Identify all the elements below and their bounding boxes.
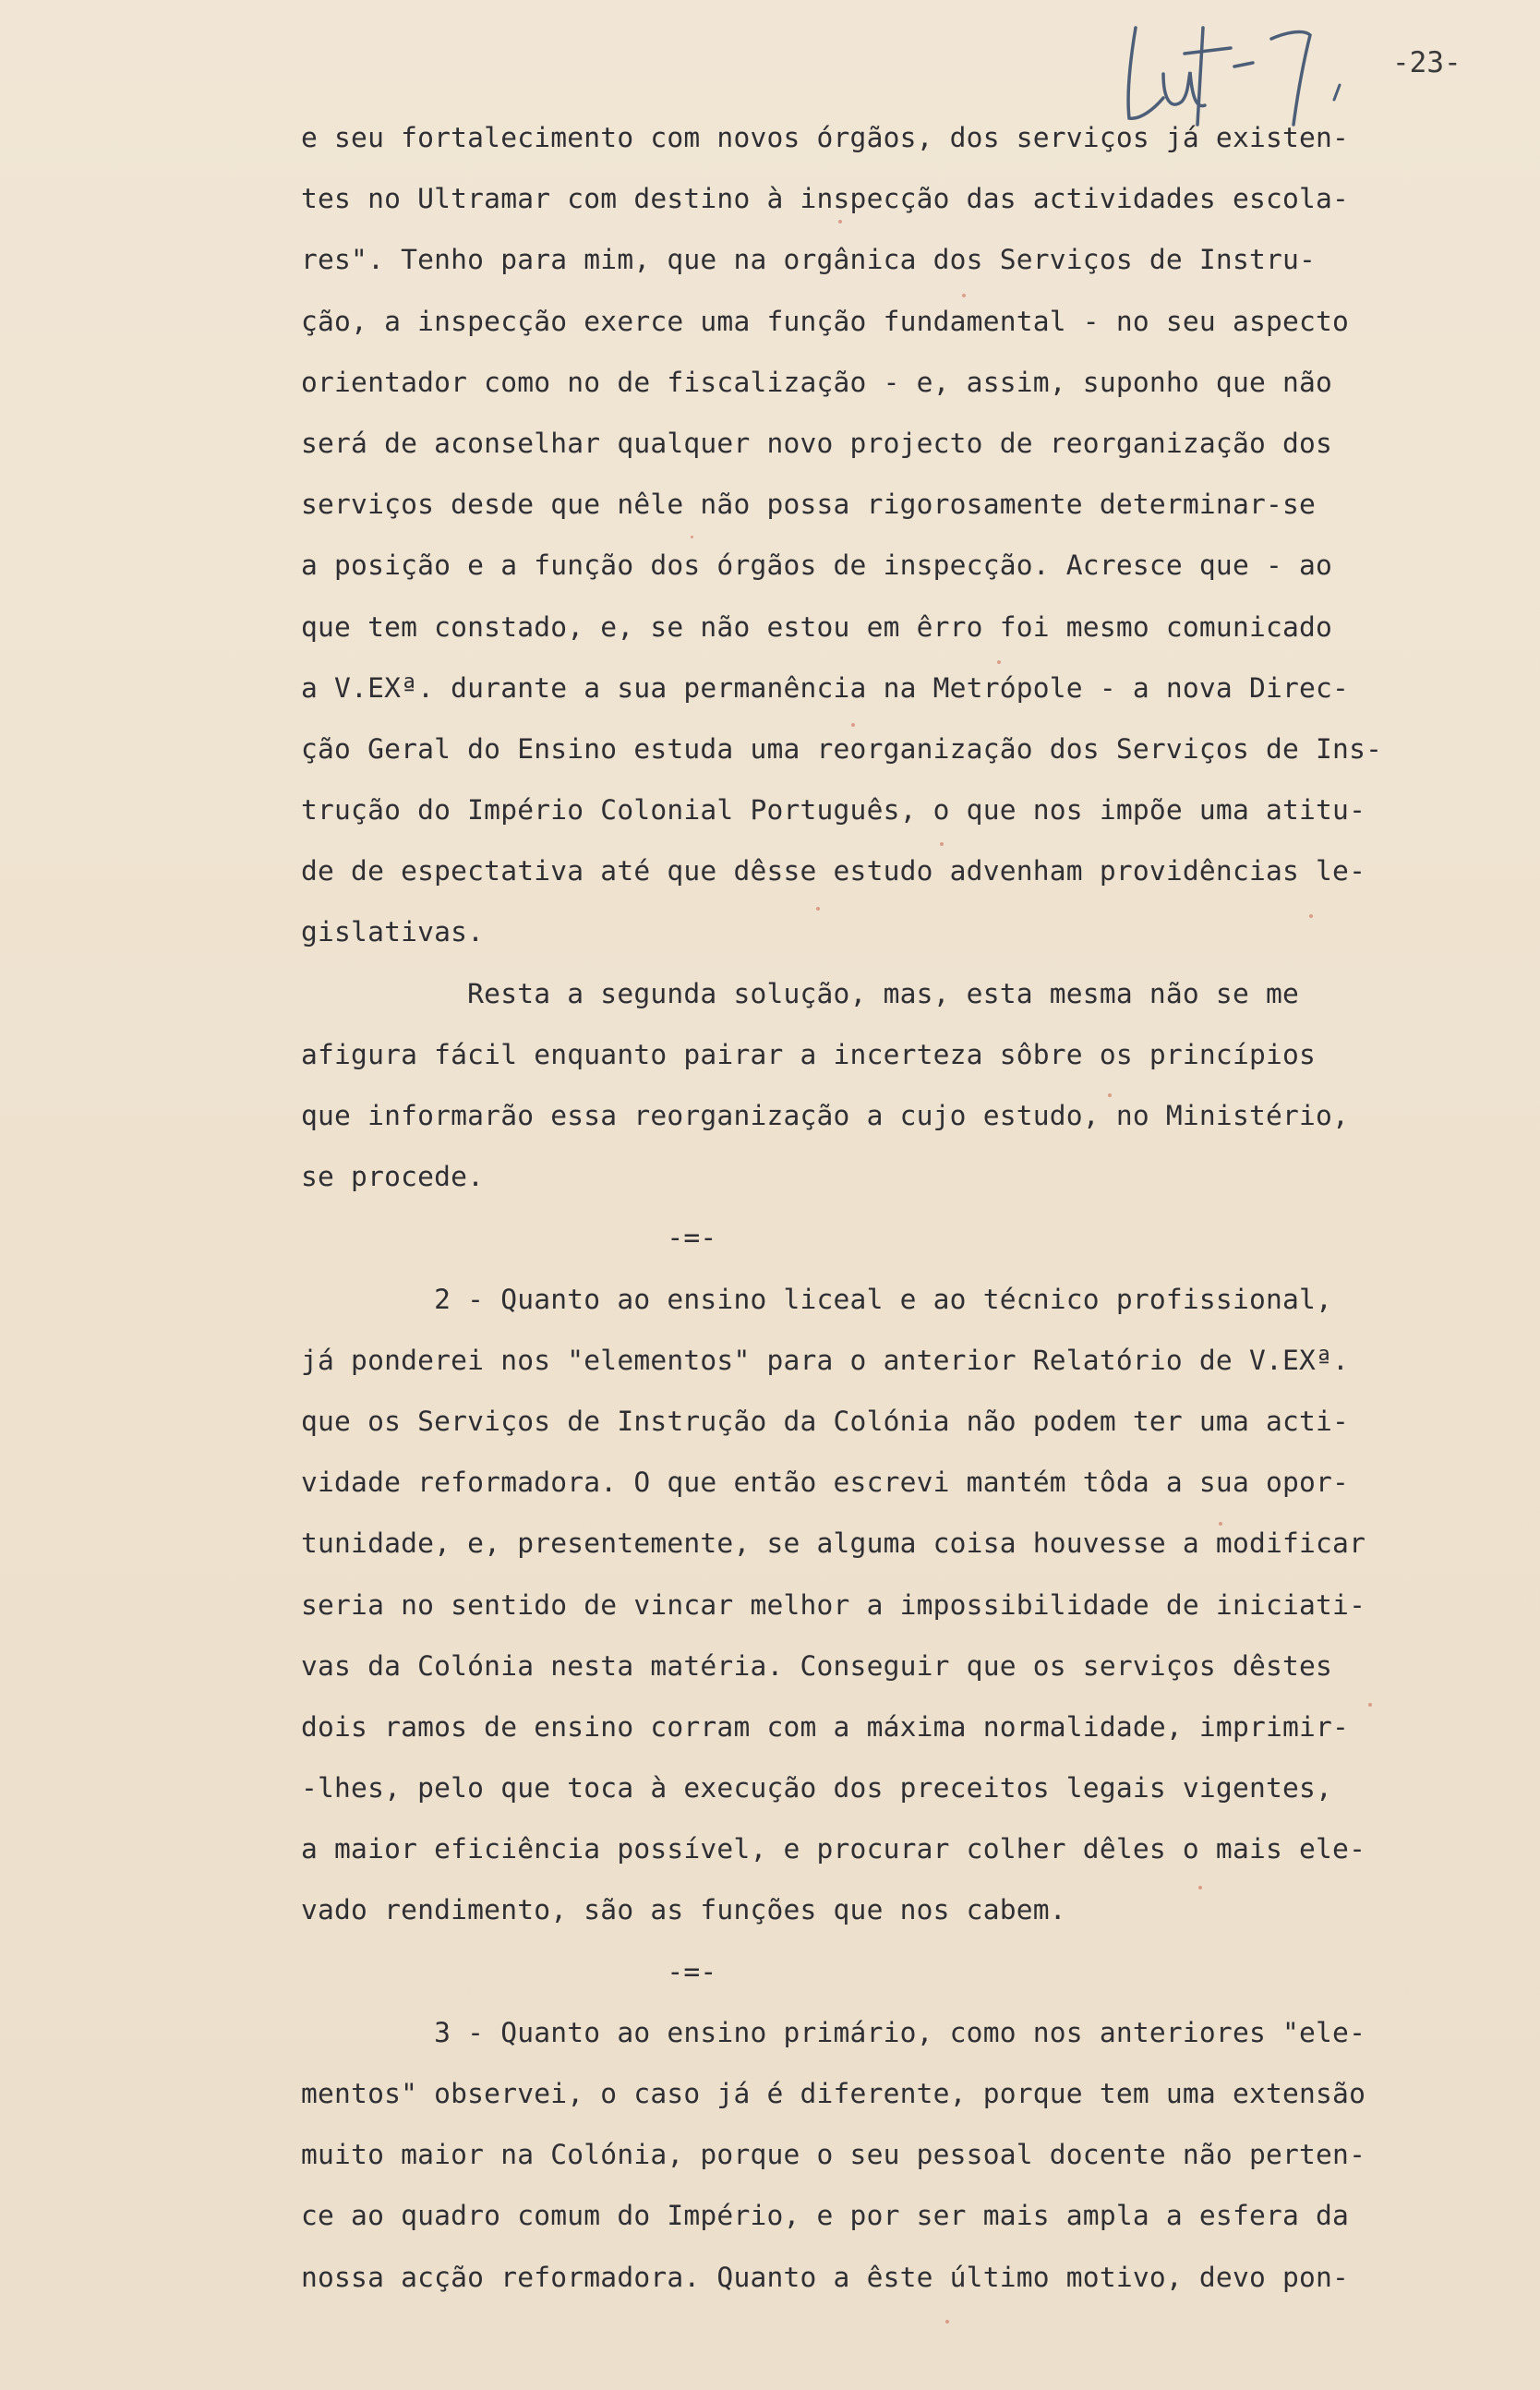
text-line: serviços desde que nêle não possa rigorosamente determinar-se (301, 489, 1317, 521)
text-line: nossa acção reformadora. Quanto a êste último motivo, devo pon- (301, 2261, 1350, 2293)
text-line: -lhes, pelo que toca à execução dos preceitos legais vigentes, (301, 1772, 1333, 1805)
body-text (301, 107, 1529, 2308)
text-line: seria no sentido de vincar melhor a impossibilidade de iniciati- (301, 1588, 1366, 1621)
text-line: ção, a inspecção exerce uma função fundamental - no seu aspecto (301, 305, 1350, 337)
paper-speck (1108, 1093, 1112, 1097)
text-line: vado rendimento, são as funções que nos cabem. (301, 1894, 1066, 1926)
text-line: ce ao quadro comum do Império, e por ser mais ampla a esfera da (301, 2200, 1350, 2232)
text-line: muito maior na Colónia, porque o seu pessoal docente não perten- (301, 2139, 1366, 2171)
text-line: vidade reformadora. O que então escrevi mantém tôda a sua opor- (301, 1467, 1350, 1499)
section-separator: -=- (301, 1955, 717, 1987)
paper-speck (816, 907, 820, 911)
text-line: mentos" observei, o caso já é diferente, porque tem uma extensão (301, 2078, 1366, 2109)
text-line: a maior eficiência possível, e procurar colher dêles o mais ele- (301, 1833, 1366, 1865)
text-line: trução do Império Colonial Português, o que nos impõe uma atitu- (301, 794, 1366, 827)
text-line: vas da Colónia nesta matéria. Conseguir que os serviços dêstes (301, 1649, 1333, 1682)
text-line: dois ramos de ensino corram com a máxima normalidade, imprimir- (301, 1710, 1350, 1743)
paper-speck (997, 660, 1001, 664)
text-line: que tem constado, e, se não estou em êrro foi mesmo comunicado (301, 610, 1333, 643)
paper-speck (838, 220, 842, 223)
text-line: 2 - Quanto ao ensino liceal e ao técnico profissional, (301, 1283, 1333, 1315)
text-line: que os Serviços de Instrução da Colónia não podem ter uma acti- (301, 1405, 1350, 1437)
paper-speck (1309, 914, 1313, 918)
paper-speck (1198, 1886, 1202, 1889)
section-separator: -=- (301, 1222, 717, 1254)
text-line: res". Tenho para mim, que na orgânica dos Serviços de Instru- (301, 244, 1317, 276)
paper-speck (1219, 1522, 1222, 1526)
paper-speck (962, 294, 966, 297)
text-line: será de aconselhar qualquer novo projecto de reorganização dos (301, 427, 1333, 459)
text-line: tunidade, e, presentemente, se alguma coisa houvesse a modificar (301, 1527, 1366, 1560)
paper-speck (851, 723, 855, 727)
content-container (301, 107, 1529, 2308)
text-line: orientador como no de fiscalização - e, assim, suponho que não (301, 366, 1333, 398)
text-line: tes no Ultramar com destino à inspecção das actividades escola- (301, 183, 1350, 215)
text-line: afigura fácil enquanto pairar a incerteza sôbre os princípios (301, 1038, 1317, 1070)
text-line: a V.EXª. durante a sua permanência na Metrópole - a nova Direc- (301, 671, 1350, 704)
text-line: Resta a segunda solução, mas, esta mesma não se me (301, 977, 1300, 1009)
paper-speck (1368, 1703, 1372, 1707)
text-line: já ponderei nos "elementos" para o anterior Relatório de V.EXª. (301, 1344, 1350, 1376)
text-line: e seu fortalecimento com novos órgãos, dos serviços já existen- (301, 122, 1350, 153)
text-line: 3 - Quanto ao ensino primário, como nos anteriores "ele- (301, 2016, 1366, 2048)
text-line: ção Geral do Ensino estuda uma reorganização dos Serviços de Ins- (301, 732, 1383, 765)
page-number: -23- (1392, 46, 1462, 79)
paper-speck (691, 536, 693, 538)
paper-speck (940, 842, 944, 846)
text-line: se procede. (301, 1161, 485, 1193)
text-line: de de espectativa até que dêsse estudo advenham providências le- (301, 855, 1366, 887)
text-line: a posição e a função dos órgãos de inspecção. Acresce que - ao (301, 549, 1333, 582)
paper-speck (945, 2320, 949, 2324)
text-line: gislativas. (301, 916, 485, 948)
text-line: que informarão essa reorganização a cujo estudo, no Ministério, (301, 1100, 1350, 1131)
